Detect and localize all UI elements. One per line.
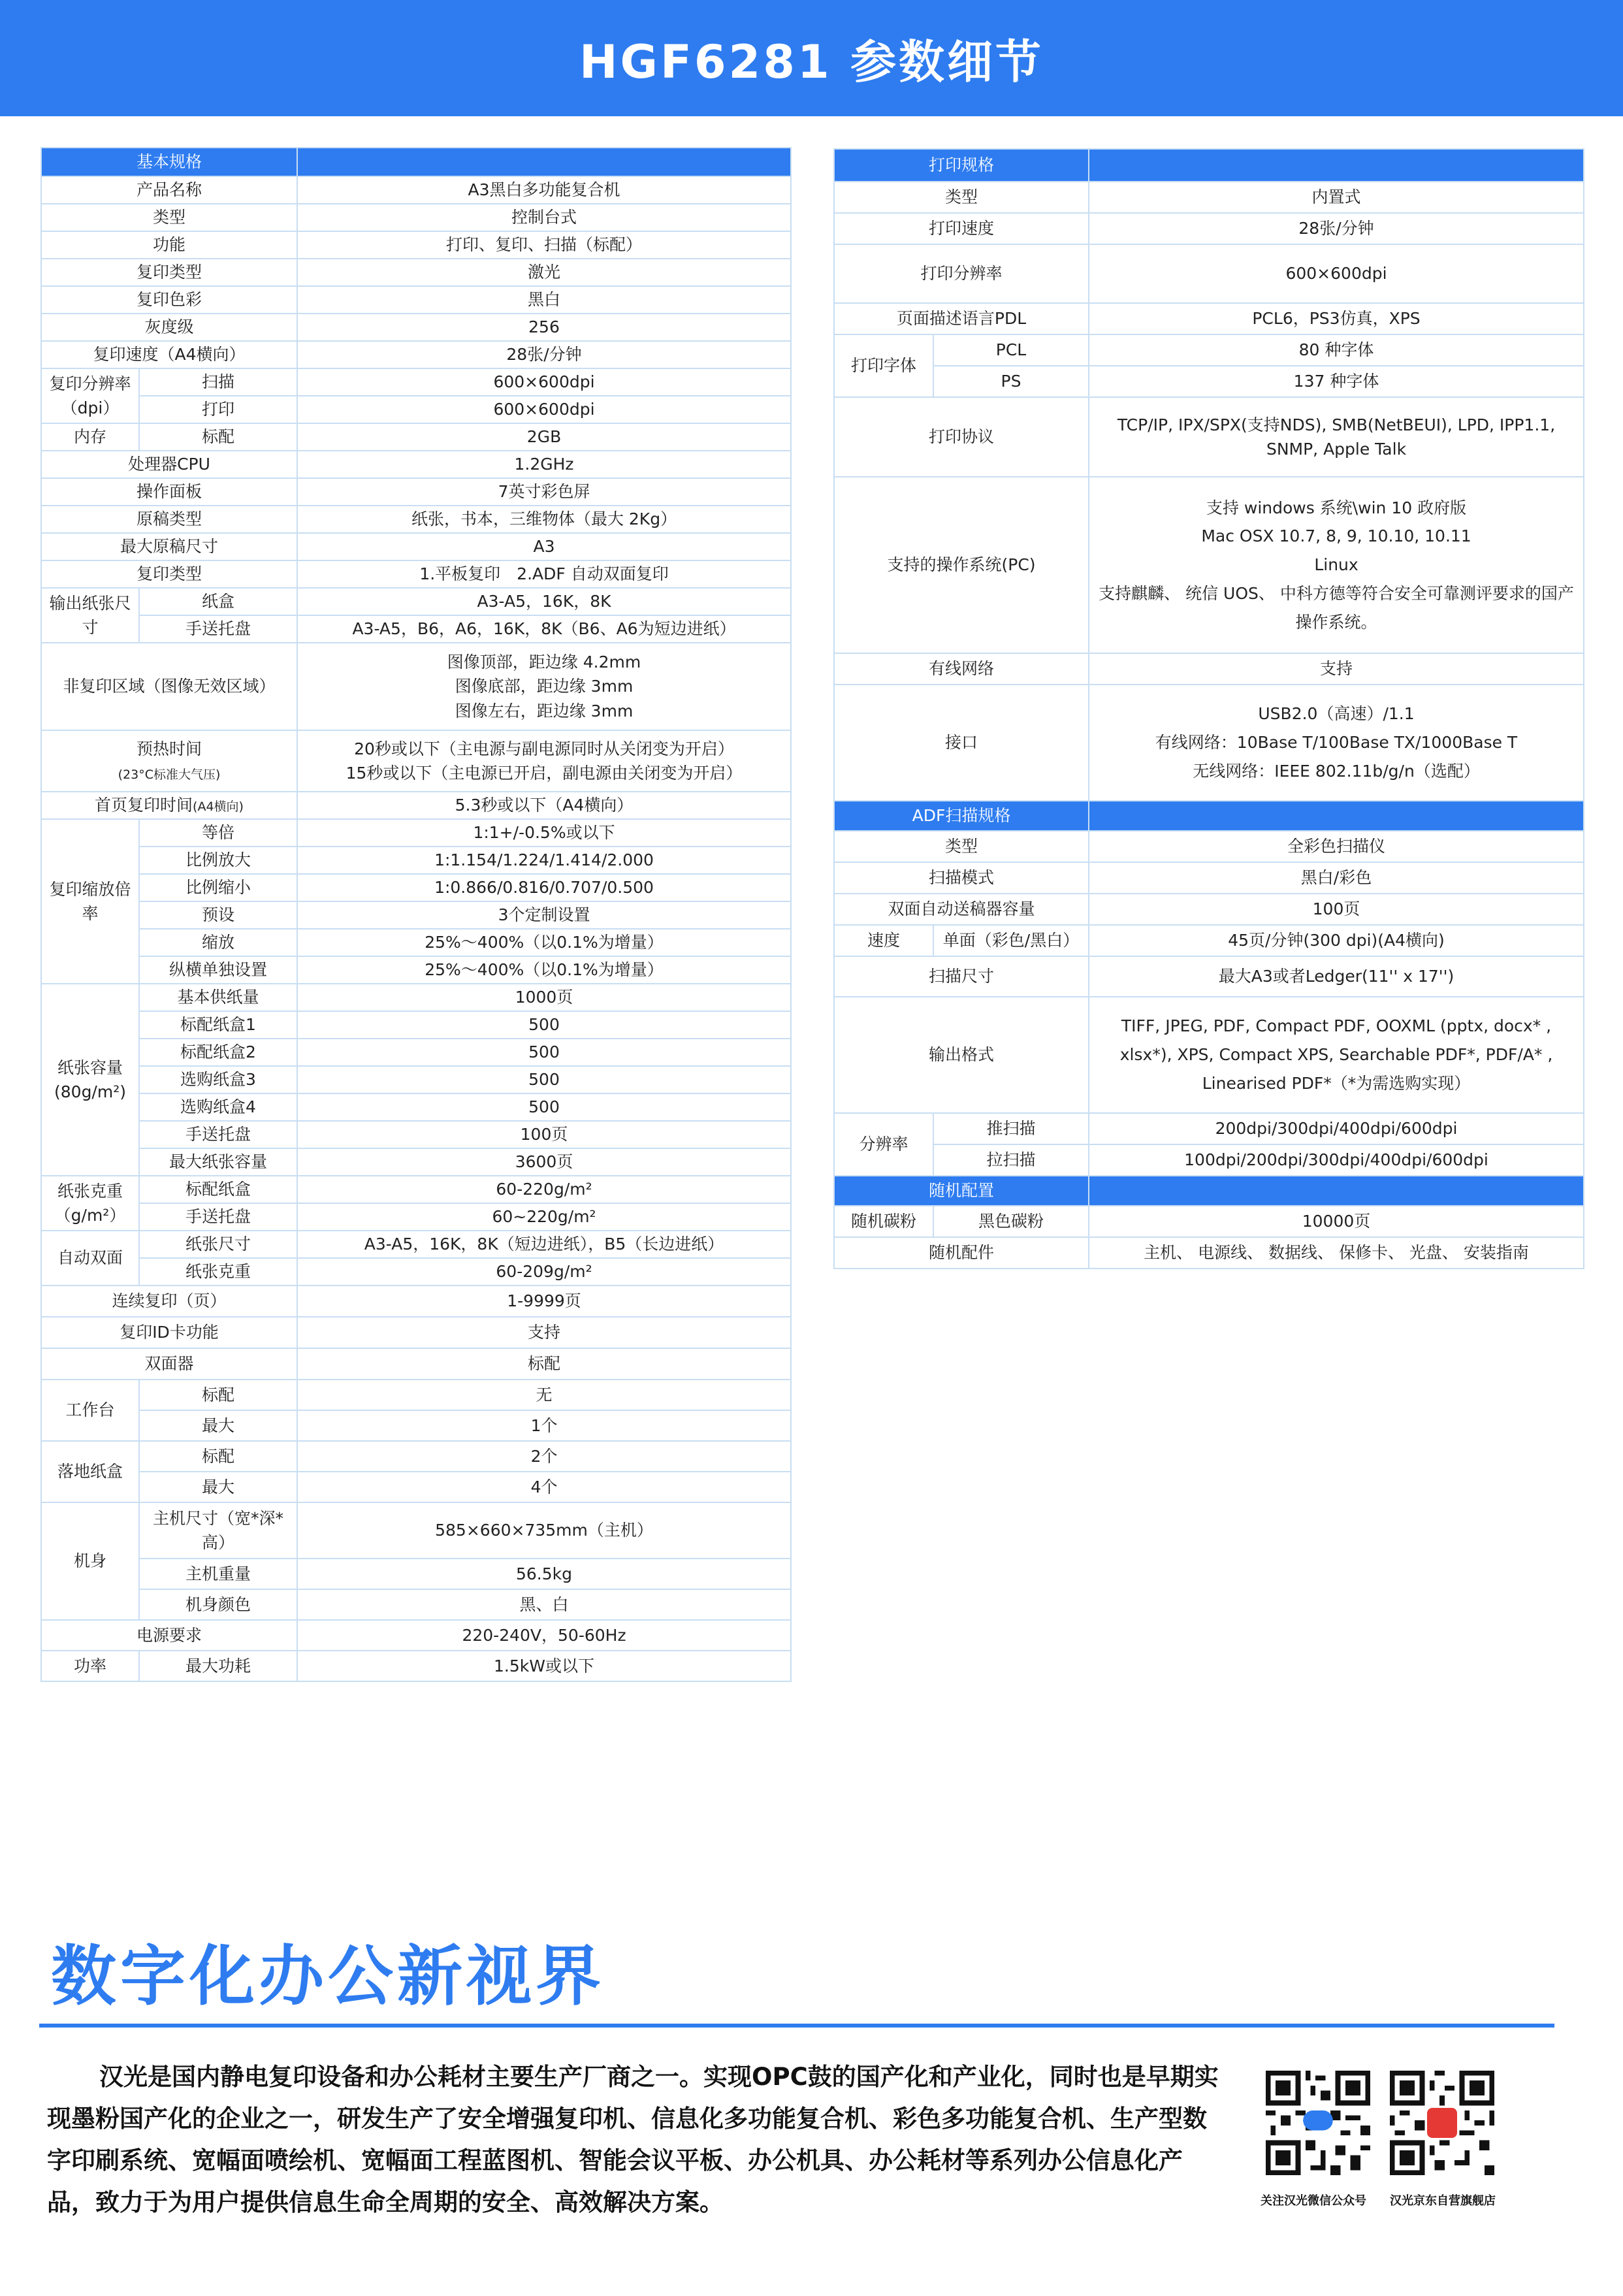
row-group-label: 机身 <box>41 1502 139 1620</box>
print-scan-spec-table <box>833 148 1584 1269</box>
table-row <box>834 477 1584 653</box>
row-label: 复印色彩 <box>41 286 297 314</box>
row-sub-label: 手送托盘 <box>139 615 297 643</box>
row-value: 56.5kg <box>297 1559 791 1589</box>
row-value: 45页/分钟(300 dpi)(A4横向) <box>1089 925 1584 956</box>
row-value: 无 <box>297 1380 791 1410</box>
row-value: 28张/分钟 <box>297 341 791 368</box>
row-group-label: 功率 <box>41 1651 139 1681</box>
table-row <box>41 1651 791 1681</box>
row-sub-label: 黑色碳粉 <box>933 1206 1089 1237</box>
table-row <box>41 1348 791 1380</box>
row-sub-label: 单面（彩色/黑白） <box>933 925 1089 956</box>
row-sub-label: 标配纸盒1 <box>139 1011 297 1039</box>
table-row <box>834 366 1584 397</box>
row-value: 打印、复印、扫描（标配） <box>297 231 791 259</box>
table-row <box>834 653 1584 685</box>
table-row <box>41 231 791 259</box>
table-row <box>41 1121 791 1148</box>
row-label: 复印速度（A4横向） <box>41 341 297 368</box>
row-value: 100dpi/200dpi/300dpi/400dpi/600dpi <box>1089 1144 1584 1176</box>
table-row <box>834 397 1584 477</box>
row-sub-label: 纸盒 <box>139 588 297 615</box>
section-title: 随机配置 <box>834 1176 1089 1206</box>
row-label: 打印速度 <box>834 213 1089 244</box>
row-label: 复印类型 <box>41 259 297 286</box>
table-row <box>834 997 1584 1113</box>
row-sub-label: 推扫描 <box>933 1113 1089 1144</box>
row-label: 原稿类型 <box>41 506 297 533</box>
table-row <box>41 1011 791 1039</box>
row-sub-label: 缩放 <box>139 929 297 956</box>
row-label: 打印协议 <box>834 397 1089 477</box>
table-row <box>834 1144 1584 1176</box>
row-value: 28张/分钟 <box>1089 213 1584 244</box>
row-value: USB2.0（高速）/1.1 有线网络：10Base T/100Base TX/1000Base T 无线网络：IEEE 802.11b/g/n（选配） <box>1089 685 1584 801</box>
row-label: 灰度级 <box>41 314 297 341</box>
row-sub-label: 手送托盘 <box>139 1121 297 1148</box>
row-group-label: 内存 <box>41 423 139 451</box>
row-value: 600×600dpi <box>297 396 791 423</box>
section-title: 基本规格 <box>41 148 297 176</box>
table-row <box>41 1559 791 1589</box>
table-row <box>834 956 1584 997</box>
table-row <box>41 956 791 984</box>
table-row <box>41 1093 791 1121</box>
row-value: 控制台式 <box>297 204 791 231</box>
row-value: 支持 windows 系统\win 10 政府版 Mac OSX 10.7, 8, 9, 10.10, 10.11 Linux 支持麒麟、 统信 UOS、 中科方德等符合安全可靠测评要求的国产操作系统。 <box>1089 477 1584 653</box>
row-label: 扫描尺寸 <box>834 956 1089 997</box>
row-value: 支持 <box>297 1317 791 1348</box>
table-row <box>41 819 791 847</box>
row-value: 纸张，书本，三维物体（最大 2Kg） <box>297 506 791 533</box>
row-label: 电源要求 <box>41 1620 297 1651</box>
table-row <box>41 792 791 819</box>
table-row <box>41 1502 791 1559</box>
row-label: 复印类型 <box>41 560 297 588</box>
row-value: 支持 <box>1089 653 1584 685</box>
table-row <box>41 506 791 533</box>
row-value: 1:1+/-0.5%或以下 <box>297 819 791 847</box>
row-value: 1.2GHz <box>297 451 791 478</box>
table-row <box>41 1380 791 1410</box>
table-row <box>834 894 1584 925</box>
row-sub-label: 等倍 <box>139 819 297 847</box>
row-value: 1:1.154/1.224/1.414/2.000 <box>297 847 791 874</box>
row-group-label: 复印缩放倍率 <box>41 819 139 984</box>
row-value: 20秒或以下（主电源与副电源同时从关闭变为开启） 15秒或以下（主电源已开启，副电源由关闭变为开启） <box>297 730 791 792</box>
row-value: 1000页 <box>297 984 791 1011</box>
row-sub-label: PS <box>933 366 1089 397</box>
table-row <box>834 303 1584 334</box>
table-row <box>41 1148 791 1176</box>
row-value: TCP/IP, IPX/SPX(支持NDS), SMB(NetBEUI), LPD, IPP1.1, SNMP, Apple Talk <box>1089 397 1584 477</box>
row-value: 1:0.866/0.816/0.707/0.500 <box>297 874 791 901</box>
table-row <box>41 730 791 792</box>
row-label: 连续复印（页） <box>41 1285 297 1317</box>
section-title: 打印规格 <box>834 149 1089 182</box>
row-sub-label: 比例放大 <box>139 847 297 874</box>
row-sub-label: 标配纸盒2 <box>139 1039 297 1066</box>
row-label: 复印ID卡功能 <box>41 1317 297 1348</box>
table-row <box>41 984 791 1011</box>
row-value: 1.平板复印 2.ADF 自动双面复印 <box>297 560 791 588</box>
table-row <box>41 1066 791 1093</box>
row-group-label: 打印字体 <box>834 334 933 397</box>
row-value: 黑白 <box>297 286 791 314</box>
table-row <box>41 1472 791 1502</box>
table-row <box>41 1589 791 1620</box>
section-header-row <box>834 1176 1584 1206</box>
table-row <box>834 831 1584 862</box>
row-sub-label: 扫描 <box>139 368 297 396</box>
row-group-label: 工作台 <box>41 1380 139 1441</box>
row-value: 600×600dpi <box>1089 244 1584 303</box>
row-value: 内置式 <box>1089 182 1584 213</box>
table-row <box>834 182 1584 213</box>
row-value: 100页 <box>297 1121 791 1148</box>
table-row <box>41 1176 791 1203</box>
row-label: 处理器CPU <box>41 451 297 478</box>
row-label <box>41 730 297 792</box>
page-title: HGF6281 参数细节 <box>579 35 1044 89</box>
row-label: 双面器 <box>41 1348 297 1380</box>
row-sub-label: 最大功耗 <box>139 1651 297 1681</box>
row-label: 页面描述语言PDL <box>834 303 1089 334</box>
table-row <box>41 929 791 956</box>
row-sub-label: 选购纸盒4 <box>139 1093 297 1121</box>
row-label: 打印分辨率 <box>834 244 1089 303</box>
row-group-label: 分辨率 <box>834 1113 933 1176</box>
row-value: A3黑白多功能复合机 <box>297 176 791 204</box>
table-row <box>41 901 791 929</box>
row-value: 5.3秒或以下（A4横向） <box>297 792 791 819</box>
table-row <box>834 685 1584 801</box>
table-row <box>41 1317 791 1348</box>
row-value: 黑、白 <box>297 1589 791 1620</box>
wechat-qr-code-icon <box>1266 2071 1370 2175</box>
table-row <box>41 1231 791 1258</box>
row-value: 220-240V，50-60Hz <box>297 1620 791 1651</box>
row-value: 60-209g/m² <box>297 1258 791 1285</box>
row-sub-label: 最大纸张容量 <box>139 1148 297 1176</box>
section-header-row <box>834 149 1584 182</box>
wechat-qr-caption: 关注汉光微信公众号 <box>1261 2194 1366 2208</box>
row-value: 137 种字体 <box>1089 366 1584 397</box>
table-row <box>41 1410 791 1441</box>
row-value: 3个定制设置 <box>297 901 791 929</box>
row-sub-label: 标配纸盒 <box>139 1176 297 1203</box>
row-value: 激光 <box>297 259 791 286</box>
row-value: 25%～400%（以0.1%为增量） <box>297 956 791 984</box>
row-sub-label: 拉扫描 <box>933 1144 1089 1176</box>
row-group-label: 纸张容量(80g/m²) <box>41 984 139 1176</box>
row-value: 100页 <box>1089 894 1584 925</box>
table-row <box>41 451 791 478</box>
row-sub-label: 标配 <box>139 1441 297 1472</box>
row-label: 扫描模式 <box>834 862 1089 894</box>
header-bar <box>0 0 1623 116</box>
table-row <box>41 1285 791 1317</box>
row-value: A3-A5，16K，8K（短边进纸），B5（长边进纸） <box>297 1231 791 1258</box>
table-row <box>41 478 791 506</box>
table-row <box>41 588 791 615</box>
row-label: 支持的操作系统(PC) <box>834 477 1089 653</box>
row-value: 最大A3或者Ledger(11'' x 17'') <box>1089 956 1584 997</box>
row-sub-label: 主机重量 <box>139 1559 297 1589</box>
section-title: ADF扫描规格 <box>834 801 1089 831</box>
row-sub-label: 主机尺寸（宽*深*高） <box>139 1502 297 1559</box>
table-row <box>834 862 1584 894</box>
row-label: 输出格式 <box>834 997 1089 1113</box>
row-value: TIFF, JPEG, PDF, Compact PDF, OOXML (pptx, docx* , xlsx*), XPS, Compact XPS, Searchable PDF*, PDF/A* , Linearised PDF*（*为需选购实现） <box>1089 997 1584 1113</box>
table-row <box>41 286 791 314</box>
table-row <box>41 341 791 368</box>
row-value: 7英寸彩色屏 <box>297 478 791 506</box>
row-sub-label: 纵横单独设置 <box>139 956 297 984</box>
table-row <box>834 334 1584 366</box>
row-label: 功能 <box>41 231 297 259</box>
row-sub-label: 标配 <box>139 1380 297 1410</box>
row-value: 200dpi/300dpi/400dpi/600dpi <box>1089 1113 1584 1144</box>
row-sub-label: 手送托盘 <box>139 1203 297 1231</box>
table-row <box>41 874 791 901</box>
row-value: 500 <box>297 1066 791 1093</box>
table-row <box>41 1441 791 1472</box>
table-row <box>41 423 791 451</box>
row-group-label: 复印分辨率（dpi） <box>41 368 139 423</box>
row-label: 操作面板 <box>41 478 297 506</box>
row-group-label: 落地纸盒 <box>41 1441 139 1502</box>
table-row <box>41 533 791 560</box>
row-label <box>41 792 297 819</box>
row-value: A3 <box>297 533 791 560</box>
row-value: 图像顶部，距边缘 4.2mm 图像底部，距边缘 3mm 图像左右，距边缘 3mm <box>297 643 791 730</box>
row-sub-label: 预设 <box>139 901 297 929</box>
row-value: PCL6，PS3仿真，XPS <box>1089 303 1584 334</box>
section-header-row <box>834 801 1584 831</box>
table-row <box>41 560 791 588</box>
row-label: 产品名称 <box>41 176 297 204</box>
row-sub-label: 纸张尺寸 <box>139 1231 297 1258</box>
table-row <box>41 1258 791 1285</box>
row-sub-label: 基本供纸量 <box>139 984 297 1011</box>
row-label: 随机配件 <box>834 1237 1089 1269</box>
row-label: 类型 <box>834 831 1089 862</box>
row-value: A3-A5，B6，A6，16K，8K（B6、A6为短边进纸） <box>297 615 791 643</box>
jd-store-qr-code-icon <box>1390 2071 1494 2175</box>
row-group-label: 输出纸张尺寸 <box>41 588 139 643</box>
section-header-row <box>41 148 791 176</box>
row-group-label: 纸张克重（g/m²） <box>41 1176 139 1231</box>
table-row <box>41 204 791 231</box>
row-sub-label: 打印 <box>139 396 297 423</box>
row-value: 600×600dpi <box>297 368 791 396</box>
table-row <box>834 925 1584 956</box>
row-group-label: 速度 <box>834 925 933 956</box>
table-row <box>834 213 1584 244</box>
table-row <box>41 368 791 396</box>
row-value: 500 <box>297 1011 791 1039</box>
row-value: A3-A5，16K，8K <box>297 588 791 615</box>
slogan-divider <box>39 2024 1554 2028</box>
row-sub-label: 最大 <box>139 1472 297 1502</box>
row-value: 2个 <box>297 1441 791 1472</box>
table-row <box>41 1203 791 1231</box>
table-row <box>41 396 791 423</box>
row-value: 10000页 <box>1089 1206 1584 1237</box>
table-row <box>834 1206 1584 1237</box>
row-value: 标配 <box>297 1348 791 1380</box>
row-label-note: (A4横向) <box>193 800 244 815</box>
row-sub-label: PCL <box>933 334 1089 366</box>
row-value: 80 种字体 <box>1089 334 1584 366</box>
table-row <box>41 259 791 286</box>
row-label-main: 首页复印时间 <box>95 796 193 815</box>
table-row <box>41 643 791 730</box>
row-label: 接口 <box>834 685 1089 801</box>
basic-spec-table <box>40 147 792 1682</box>
row-group-label: 自动双面 <box>41 1231 139 1285</box>
table-row <box>41 1620 791 1651</box>
row-sub-label: 机身颜色 <box>139 1589 297 1620</box>
row-value: 500 <box>297 1093 791 1121</box>
company-intro: 汉光是国内静电复印设备和办公耗材主要生产厂商之一。实现OPC鼓的国产化和产业化，同时也是早期实现墨粉国产化的企业之一，研发生产了安全增强复印机、信息化多功能复合机、彩色多功能复合机、生产型数字印刷系统、宽幅面喷绘机、宽幅面工程蓝图机、智能会议平板、办公机具、办公耗材等系列办公信息化产品，致力于为用户提供信息生命全周期的安全、高效解决方案。 <box>47 2063 1219 2216</box>
slogan-heading: 数字化办公新视界 <box>51 1938 605 2014</box>
table-row <box>41 1039 791 1066</box>
row-value: 1-9999页 <box>297 1285 791 1317</box>
row-label: 有线网络 <box>834 653 1089 685</box>
row-sub-label: 标配 <box>139 423 297 451</box>
row-sub-label: 比例缩小 <box>139 874 297 901</box>
table-row <box>41 847 791 874</box>
row-value: 4个 <box>297 1472 791 1502</box>
row-label: 最大原稿尺寸 <box>41 533 297 560</box>
row-label: 双面自动送稿器容量 <box>834 894 1089 925</box>
table-row <box>41 615 791 643</box>
row-value: 60~220g/m² <box>297 1203 791 1231</box>
row-value: 500 <box>297 1039 791 1066</box>
row-value: 1.5kW或以下 <box>297 1651 791 1681</box>
row-value: 256 <box>297 314 791 341</box>
row-value: 全彩色扫描仪 <box>1089 831 1584 862</box>
table-row <box>834 244 1584 303</box>
row-value: 主机、 电源线、 数据线、 保修卡、 光盘、 安装指南 <box>1089 1237 1584 1269</box>
row-label: 非复印区域（图像无效区域） <box>41 643 297 730</box>
row-value: 60-220g/m² <box>297 1176 791 1203</box>
row-label-note: (23°C标准大气压) <box>118 768 221 782</box>
table-row <box>834 1237 1584 1269</box>
row-label: 类型 <box>41 204 297 231</box>
row-value: 25%～400%（以0.1%为增量） <box>297 929 791 956</box>
table-row <box>834 1113 1584 1144</box>
row-value: 3600页 <box>297 1148 791 1176</box>
row-sub-label: 选购纸盒3 <box>139 1066 297 1093</box>
table-row <box>41 176 791 204</box>
table-row <box>41 314 791 341</box>
jd-qr-caption: 汉光京东自营旗舰店 <box>1390 2194 1496 2208</box>
row-value: 585×660×735mm（主机） <box>297 1502 791 1559</box>
row-group-label: 随机碳粉 <box>834 1206 933 1237</box>
row-value: 2GB <box>297 423 791 451</box>
row-label: 类型 <box>834 182 1089 213</box>
row-value: 黑白/彩色 <box>1089 862 1584 894</box>
row-sub-label: 纸张克重 <box>139 1258 297 1285</box>
row-value: 1个 <box>297 1410 791 1441</box>
row-label-main: 预热时间 <box>137 739 202 758</box>
row-sub-label: 最大 <box>139 1410 297 1441</box>
